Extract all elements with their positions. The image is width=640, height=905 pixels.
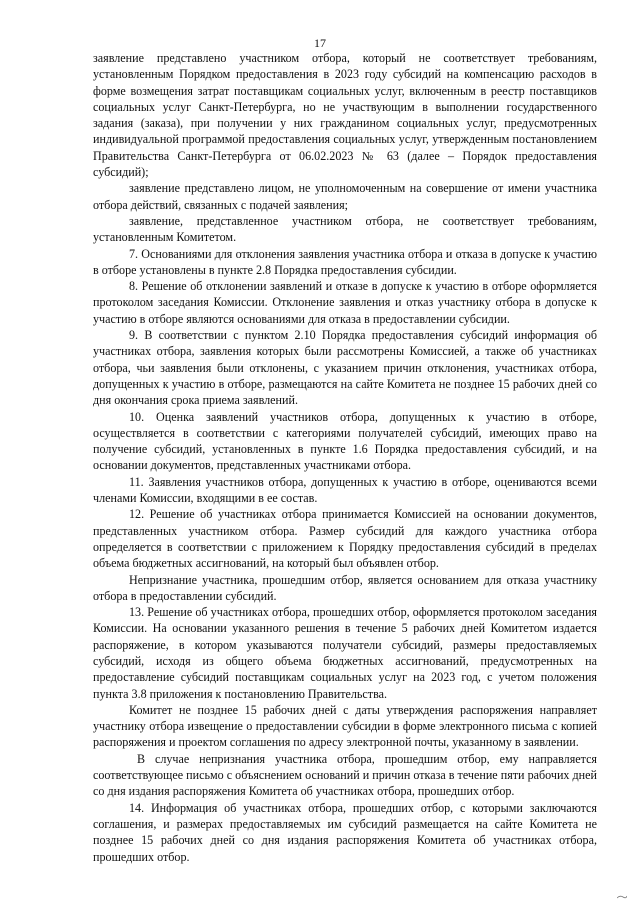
paragraph-item-13: 13. Решение об участниках отбора, прошедших отбор, оформляется протоколом заседания Комиссии. На основании указанного решения в течение 5 рабочих дней Комитетом издается распоряжение, в котором указываются получатели субсидий, размеры предоставляемых субсидий, исходя из общего объема бюджетных ассигнований, предусмотренных на предоставление субсидий поставщикам социальных услуг на 2023 год, с учетом положения пункта 3.8 приложения к постановлению Правительства.: [93, 605, 597, 701]
paragraph-unauthorized-person: заявление представлено лицом, не уполномоченным на совершение от имени участника отбора действий, связанных с подачей заявления;: [93, 181, 597, 212]
paragraph-item-12: 12. Решение об участниках отбора принимается Комиссией на основании документов, представленных участником отбора. Размер субсидий для каждого участника отбора определяется в соответствии с приложением к Порядку предоставления субсидий в пределах объема бюджетных ассигнований, на который был объявлен отбор.: [93, 507, 597, 571]
page-number: 17: [314, 36, 326, 50]
paragraph-nonrecognition: Непризнание участника, прошедшим отбор, является основанием для отказа участнику отбора в предоставлении субсидий.: [93, 572, 597, 603]
document-body: [93, 50, 597, 865]
paragraph-item-8: 8. Решение об отклонении заявлений и отказе в допуске к участию в отборе оформляется протоколом заседания Комиссии. Отклонение заявления и отказ участнику отбора в допуске к участию в отборе являются основаниями для отказа в предоставлении субсидии.: [93, 279, 597, 326]
paragraph-refusal-letter: В случае непризнания участника отбора, прошедшим отбор, ему направляется соответствующее письмо с объяснением оснований и причин отказа в течение пяти рабочих дней со дня издания распоряжения Комитета об участниках отбора, прошедших отбор.: [93, 751, 597, 799]
paragraph-continuation: заявление представлено участником отбора, который не соответствует требованиям, установленным Порядком предоставления в 2023 году субсидий на компенсацию расходов в форме возмещения затрат поставщикам социальных услуг, включенным в реестр поставщиков социальных услуг Санкт-Петербурга, но не участвующим в выполнении государственного задания (заказа), при получении у них гражданином социальных услуг, предусмотренных индивидуальной программой предоставления социальных услуг, утвержденным постановлением Правительства Санкт-Петербурга от 06.02.2023 № 63 (далее – Порядок предоставления субсидий);: [93, 51, 597, 180]
paragraph-item-10: 10. Оценка заявлений участников отбора, допущенных к участию в отборе, осуществляется в соответствии с категориями получателей субсидий, имеющих право на получение субсидий, установленных в пункте 1.6 Порядка предоставления субсидий, и на основании документов, представленных участниками отбора.: [93, 409, 597, 473]
paragraph-item-11: 11. Заявления участников отбора, допущенных к участию в отборе, оцениваются всеми членами Комиссии, входящими в ее состав.: [93, 474, 597, 506]
corner-mark: [617, 895, 627, 899]
paragraph-item-7: 7. Основаниями для отклонения заявления участника отбора и отказа в допуске к участию в отборе установлены в пункте 2.8 Порядка предоставления субсидии.: [93, 246, 597, 277]
paragraph-notification: Комитет не позднее 15 рабочих дней с даты утверждения распоряжения направляет участнику отбора извещение о предоставлении субсидии в форме электронного письма с копией распоряжения и проектом соглашения по адресу электронной почты, указанному в заявлении.: [93, 702, 597, 750]
paragraph-item-9: 9. В соответствии с пунктом 2.10 Порядка предоставления субсидий информация об участниках отбора, заявления которых были рассмотрены Комиссией, а также об участниках отбора, чьи заявления были отклонены, с указанием причин отклонения, участниках отбора, допущенных к участию в отборе, размещаются на сайте Комитета не позднее 15 рабочих дней со дня окончания срока приема заявлений.: [93, 328, 597, 408]
paragraph-noncompliant-application: заявление, представленное участником отбора, не соответствует требованиям, установленным Комитетом.: [93, 213, 597, 245]
paragraph-item-14: 14. Информация об участниках отбора, прошедших отбор, с которыми заключаются соглашения, и размерах предоставляемых им субсидий размещается на сайте Комитета не позднее 15 рабочих дней со дня издания распоряжения Комитета об участниках отбора, прошедших отбор.: [93, 800, 597, 864]
